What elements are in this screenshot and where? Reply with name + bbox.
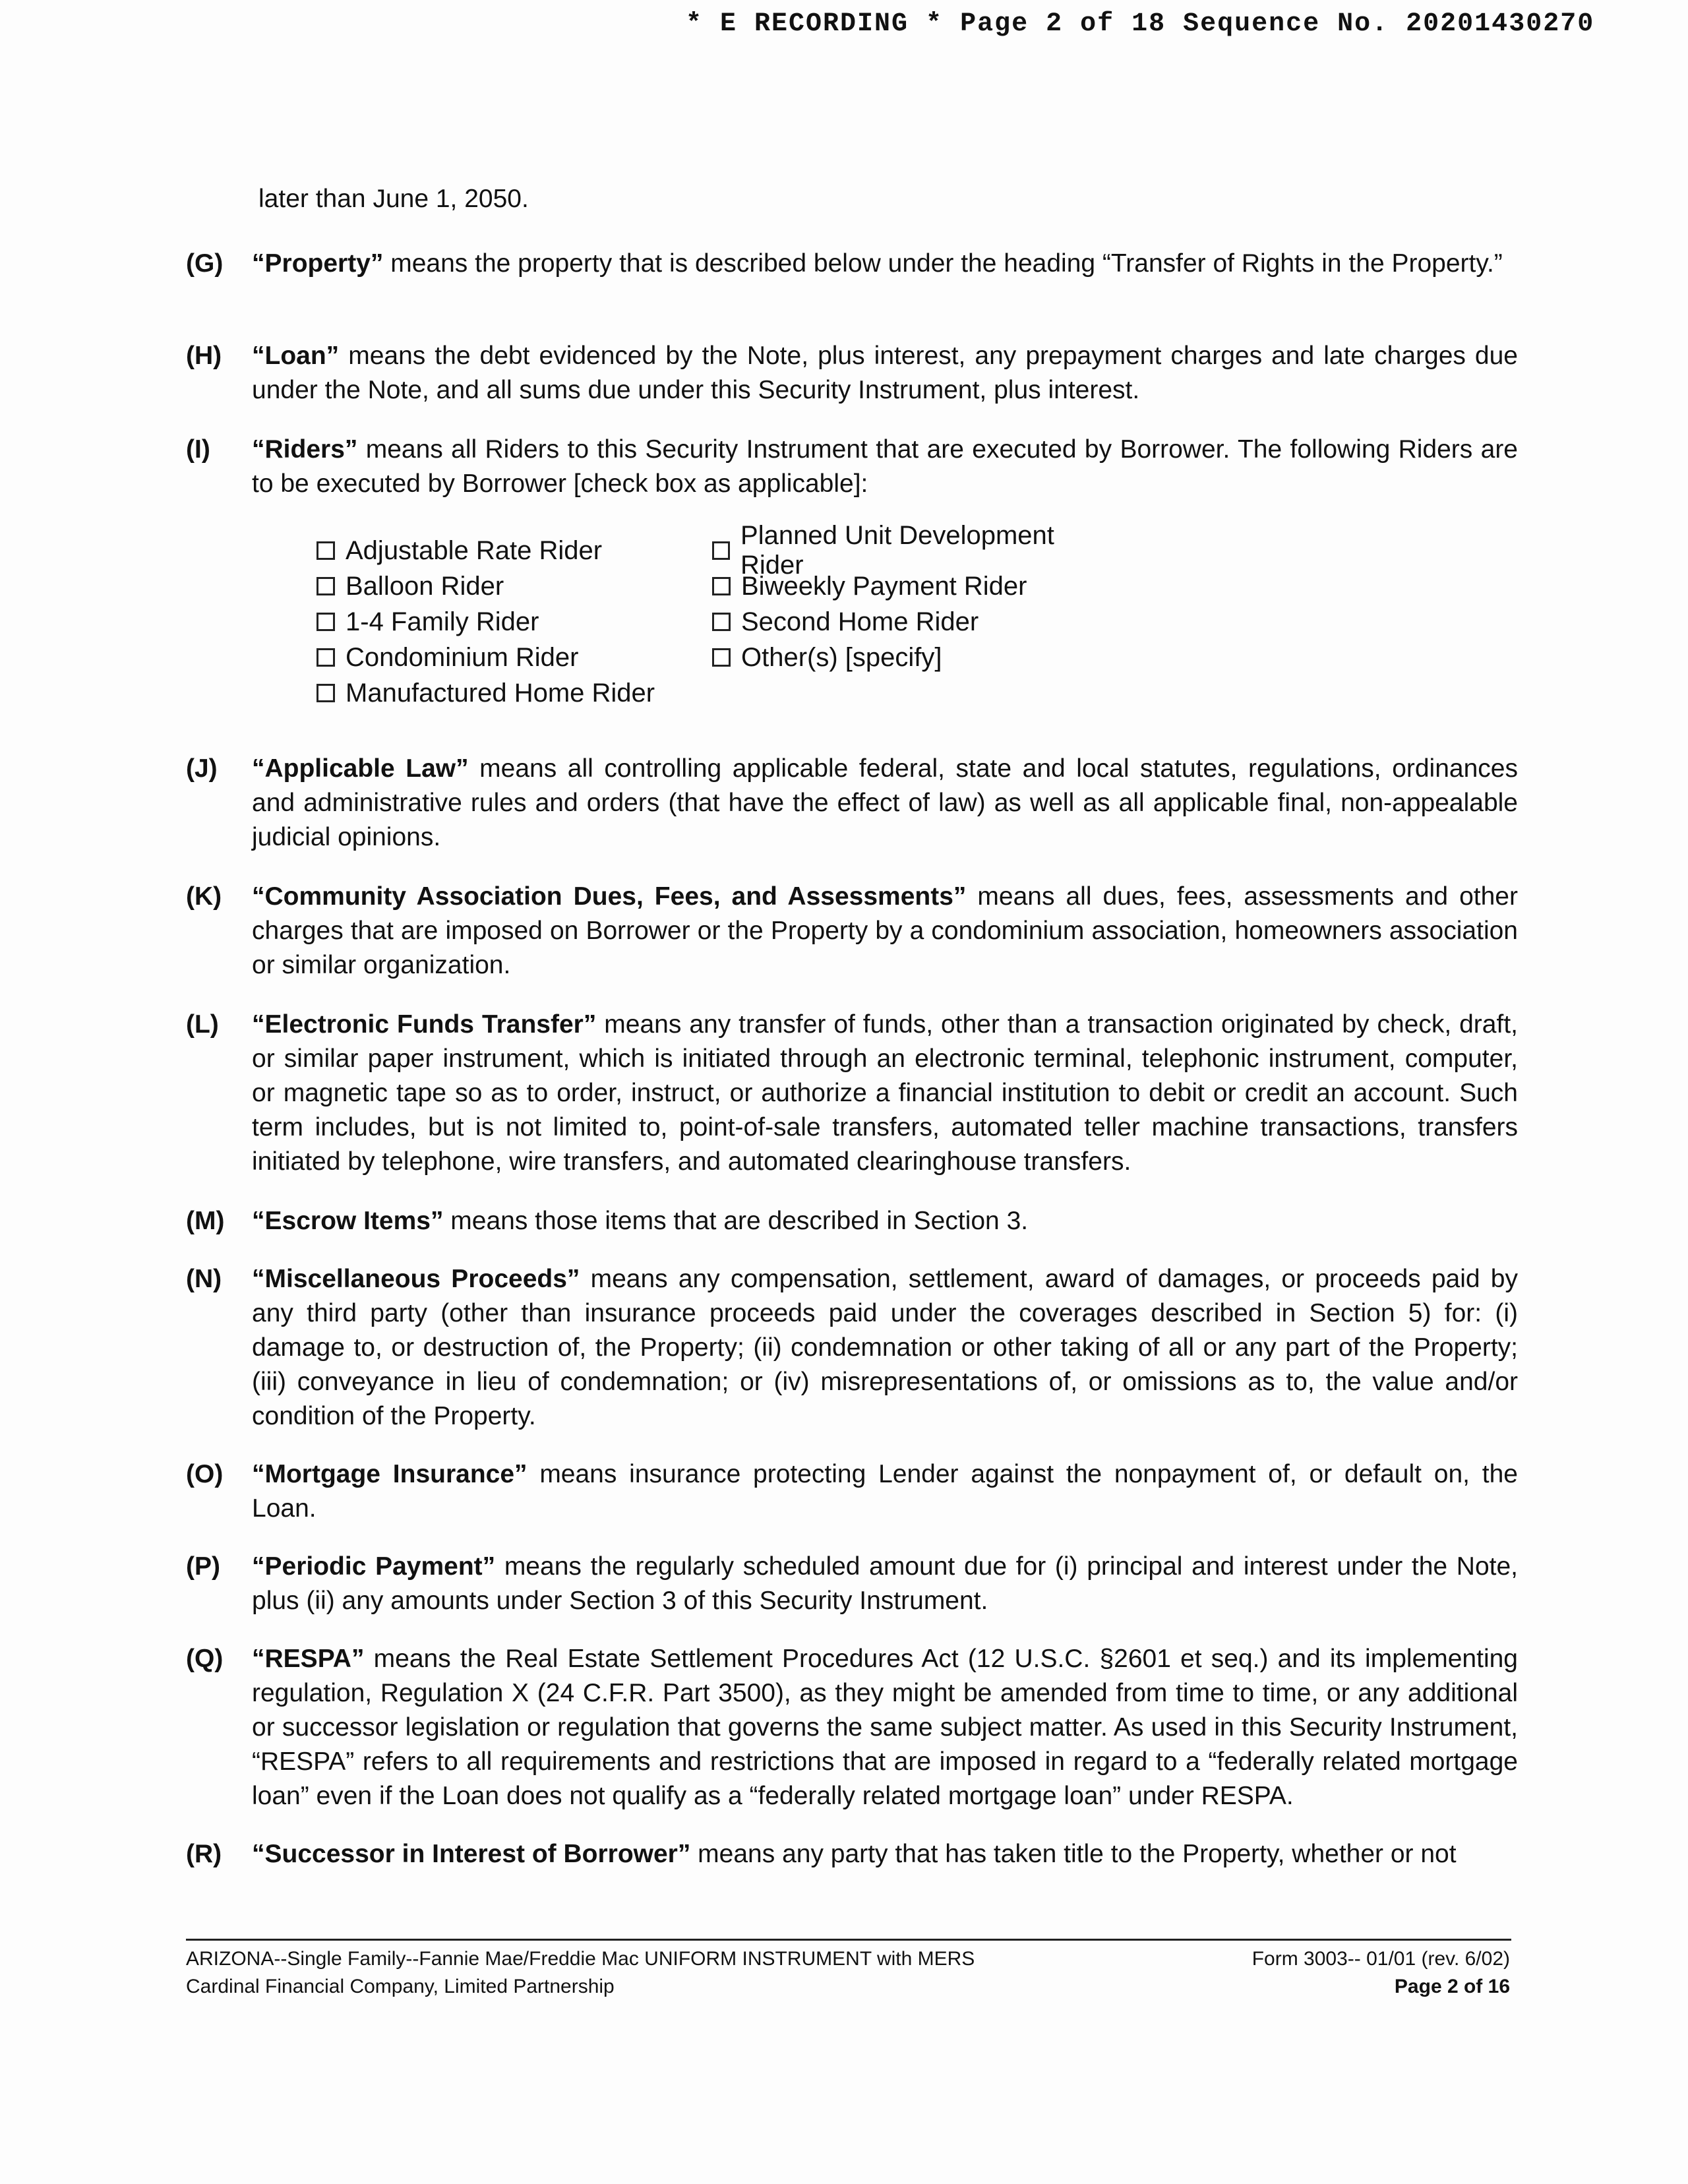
definition-text: means any party that has taken title to the Property, whether or not bbox=[690, 1840, 1457, 1868]
definition-body bbox=[252, 1457, 1518, 1526]
checkbox-icon[interactable] bbox=[316, 648, 335, 667]
rider-label: Condominium Rider bbox=[346, 642, 579, 672]
riders-left-column bbox=[316, 533, 712, 711]
rider-label: Balloon Rider bbox=[346, 571, 504, 601]
checkbox-icon[interactable] bbox=[712, 613, 731, 631]
rider-label: Other(s) [specify] bbox=[741, 642, 942, 672]
definition-letter: (N) bbox=[186, 1265, 222, 1293]
definition-letter: (K) bbox=[186, 882, 222, 911]
definition-p bbox=[186, 1550, 1518, 1618]
footer-form-number: Form 3003-- 01/01 (rev. 6/02) bbox=[1251, 1948, 1510, 1970]
recording-header: * E RECORDING * Page 2 of 18 Sequence No. 20201430270 bbox=[686, 9, 1595, 39]
rider-condominium[interactable] bbox=[316, 640, 712, 675]
definition-body bbox=[252, 1262, 1518, 1434]
footer-page-number: Page 2 of 16 bbox=[1394, 1976, 1510, 1997]
definition-body bbox=[252, 1550, 1518, 1618]
definition-letter: (Q) bbox=[186, 1645, 224, 1673]
definition-body bbox=[252, 1837, 1518, 1871]
checkbox-icon[interactable] bbox=[316, 613, 335, 631]
riders-checklist bbox=[316, 521, 1174, 711]
checkbox-icon[interactable] bbox=[712, 648, 731, 667]
rider-balloon[interactable] bbox=[316, 568, 712, 604]
definition-text: means those items that are described in Section 3. bbox=[443, 1207, 1029, 1235]
definition-term: “Electronic Funds Transfer” bbox=[252, 1010, 597, 1039]
definition-term: “Property” bbox=[252, 249, 384, 278]
definition-term: “RESPA” bbox=[252, 1645, 365, 1673]
definition-text: means all Riders to this Security Instrument that are executed by Borrower. The following Riders are to be executed by Borrower [check box as applicable]: bbox=[252, 435, 1518, 498]
checkbox-icon[interactable] bbox=[316, 577, 335, 595]
definition-n bbox=[186, 1262, 1518, 1434]
riders-right-column bbox=[712, 521, 1108, 711]
footer-form-title: ARIZONA--Single Family--Fannie Mae/Freddie Mac UNIFORM INSTRUMENT with MERS bbox=[186, 1948, 975, 1970]
definition-body bbox=[252, 247, 1518, 281]
definition-letter: (M) bbox=[186, 1207, 225, 1235]
rider-manufactured-home[interactable] bbox=[316, 675, 712, 711]
definition-term: “Riders” bbox=[252, 435, 358, 464]
definition-letter: (J) bbox=[186, 754, 218, 783]
footer-right bbox=[1121, 1945, 1510, 2001]
definition-k bbox=[186, 880, 1518, 983]
definition-text: means any compensation, settlement, award of damages, or proceeds paid by any third party (other than insurance proceeds paid under the coverages described in Section 5) for: (i) damage to, or destruction of, the Property; (ii) condemnation or other taking of all or any part of the Property; (iii) conveyance in lieu of condemnation; or (iv) misrepresentations of, or omissions as to, the value and/or condition of the Property. bbox=[252, 1265, 1518, 1430]
definition-text: means the property that is described below under the heading “Transfer of Rights in the Property.” bbox=[383, 249, 1503, 278]
definition-body bbox=[252, 1204, 1518, 1238]
rider-planned-unit-development[interactable] bbox=[712, 521, 1108, 580]
definition-body bbox=[252, 880, 1518, 983]
footer-lender: Cardinal Financial Company, Limited Partnership bbox=[186, 1976, 615, 1997]
definition-term: “Applicable Law” bbox=[252, 754, 469, 783]
definition-text: means all controlling applicable federal, state and local statutes, regulations, ordinances and administrative rules and orders (that have the effect of law) as well as all applicable final, non-appealable judicial opinions. bbox=[252, 754, 1518, 851]
definition-term: “Mortgage Insurance” bbox=[252, 1460, 528, 1488]
footer-divider bbox=[186, 1939, 1511, 1941]
definition-l bbox=[186, 1008, 1518, 1179]
definition-letter: (L) bbox=[186, 1010, 219, 1039]
definition-letter: (O) bbox=[186, 1460, 224, 1488]
definition-term: “Periodic Payment” bbox=[252, 1552, 496, 1581]
definition-text: means the regularly scheduled amount due for (i) principal and interest under the Note, plus (ii) any amounts under Section 3 of this Security Instrument. bbox=[252, 1552, 1518, 1615]
checkbox-icon[interactable] bbox=[316, 684, 335, 702]
continuation-text: later than June 1, 2050. bbox=[258, 185, 529, 213]
definition-g bbox=[186, 247, 1518, 281]
rider-label: Second Home Rider bbox=[741, 607, 979, 636]
definition-body bbox=[252, 1642, 1518, 1813]
definition-text: means the debt evidenced by the Note, plus interest, any prepayment charges and late charges due under the Note, and all sums due under this Security Instrument, plus interest. bbox=[252, 342, 1518, 404]
definition-q bbox=[186, 1642, 1518, 1813]
checkbox-icon[interactable] bbox=[712, 541, 730, 560]
definition-j bbox=[186, 752, 1518, 855]
rider-other[interactable] bbox=[712, 640, 1108, 675]
definition-term: “Loan” bbox=[252, 342, 340, 370]
definition-text: means insurance protecting Lender against the nonpayment of, or default on, the Loan. bbox=[252, 1460, 1518, 1523]
checkbox-icon[interactable] bbox=[712, 577, 731, 595]
definition-letter: (H) bbox=[186, 342, 222, 370]
definition-o bbox=[186, 1457, 1518, 1526]
definition-letter: (I) bbox=[186, 435, 210, 464]
definition-letter: (R) bbox=[186, 1840, 222, 1868]
definition-h bbox=[186, 339, 1518, 408]
definition-term: “Community Association Dues, Fees, and Assessments” bbox=[252, 882, 967, 911]
definition-body bbox=[252, 433, 1518, 501]
definition-term: “Escrow Items” bbox=[252, 1207, 444, 1235]
definition-r bbox=[186, 1837, 1518, 1871]
definition-text: means the Real Estate Settlement Procedures Act (12 U.S.C. §2601 et seq.) and its implementing regulation, Regulation X (24 C.F.R. Part 3500), as they might be amended from time to time, or any additional or successor legislation or regulation that governs the same subject matter. As used in this Security Instrument, “RESPA” refers to all requirements and restrictions that are imposed in regard to a “federally related mortgage loan” even if the Loan does not qualify as a “federally related mortgage loan” under RESPA. bbox=[252, 1645, 1518, 1810]
definition-text: means any transfer of funds, other than a transaction originated by check, draft, or similar paper instrument, which is initiated through an electronic terminal, telephonic instrument, computer, or magnetic tape so as to order, instruct, or authorize a financial institution to debit or credit an account. Such term includes, but is not limited to, point-of-sale transfers, automated teller machine transactions, transfers initiated by telephone, wire transfers, and automated clearinghouse transfers. bbox=[252, 1010, 1518, 1176]
rider-second-home[interactable] bbox=[712, 604, 1108, 640]
rider-label: Adjustable Rate Rider bbox=[346, 535, 603, 565]
footer-left bbox=[186, 1945, 975, 2001]
checkbox-icon[interactable] bbox=[316, 541, 335, 560]
definition-term: “Successor in Interest of Borrower” bbox=[252, 1840, 691, 1868]
definition-i bbox=[186, 433, 1518, 501]
rider-label: 1-4 Family Rider bbox=[346, 607, 539, 636]
rider-1-4-family[interactable] bbox=[316, 604, 712, 640]
definition-term: “Miscellaneous Proceeds” bbox=[252, 1265, 580, 1293]
definition-m bbox=[186, 1204, 1518, 1238]
definition-text: means all dues, fees, assessments and other charges that are imposed on Borrower or the Property by a condominium association, homeowners association or similar organization. bbox=[252, 882, 1518, 979]
definition-letter: (P) bbox=[186, 1552, 220, 1581]
rider-label: Biweekly Payment Rider bbox=[741, 571, 1027, 601]
definition-body bbox=[252, 752, 1518, 855]
rider-label: Manufactured Home Rider bbox=[346, 678, 655, 708]
rider-label: Planned Unit Development Rider bbox=[740, 521, 1054, 580]
definition-body bbox=[252, 339, 1518, 408]
rider-adjustable-rate[interactable] bbox=[316, 533, 712, 568]
definition-letter: (G) bbox=[186, 249, 224, 278]
definition-body bbox=[252, 1008, 1518, 1179]
